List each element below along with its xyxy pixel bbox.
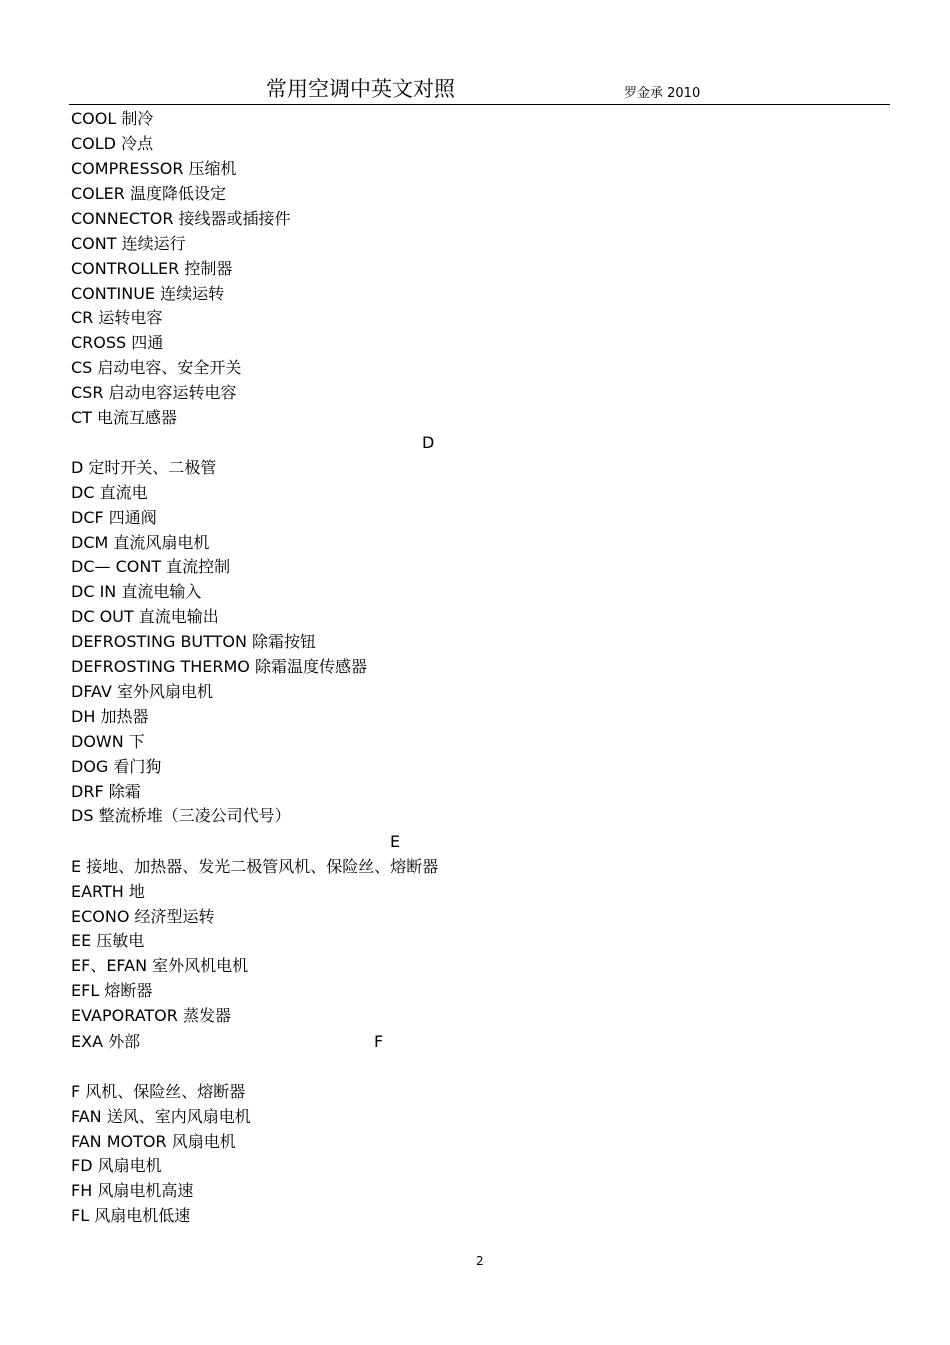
entry-line: CR 运转电容 bbox=[71, 308, 163, 327]
entry-line: E 接地、加热器、发光二极管风机、保险丝、熔断器 bbox=[71, 857, 439, 876]
entry-line: FH 风扇电机高速 bbox=[71, 1181, 194, 1200]
entry-line: DC— CONT 直流控制 bbox=[71, 557, 231, 576]
entry-line: CONNECTOR 接线器或插接件 bbox=[71, 209, 291, 228]
entry-line: CONTINUE 连续运转 bbox=[71, 284, 225, 303]
entry-line: EF、EFAN 室外风机电机 bbox=[71, 956, 249, 975]
entry-line: COMPRESSOR 压缩机 bbox=[71, 159, 237, 178]
author-year: 罗金承 2010 bbox=[624, 86, 701, 101]
entry-line: DC OUT 直流电输出 bbox=[71, 607, 219, 626]
section-letter-e: E bbox=[390, 832, 401, 851]
section-letter-f: F bbox=[374, 1032, 384, 1051]
entry-line: DOG 看门狗 bbox=[71, 757, 162, 776]
entry-line: CROSS 四通 bbox=[71, 333, 164, 352]
entry-line: FL 风扇电机低速 bbox=[71, 1206, 191, 1225]
entry-line: EXA 外部 bbox=[71, 1032, 141, 1051]
entry-line: CS 启动电容、安全开关 bbox=[71, 358, 242, 377]
entry-line: EARTH 地 bbox=[71, 882, 145, 901]
entry-line: DH 加热器 bbox=[71, 707, 149, 726]
entry-line: DRF 除霜 bbox=[71, 782, 141, 801]
entry-line: ECONO 经济型运转 bbox=[71, 907, 215, 926]
entry-line: COLD 冷点 bbox=[71, 134, 154, 153]
entry-line: CONTROLLER 控制器 bbox=[71, 259, 233, 278]
entry-line: EE 压敏电 bbox=[71, 931, 145, 950]
entry-line: DCF 四通阀 bbox=[71, 508, 157, 527]
header-divider bbox=[69, 104, 890, 105]
entry-line: COOL 制冷 bbox=[71, 109, 154, 128]
entry-line: CSR 启动电容运转电容 bbox=[71, 383, 237, 402]
entry-line: FD 风扇电机 bbox=[71, 1156, 162, 1175]
entry-line: CONT 连续运行 bbox=[71, 234, 186, 253]
entry-line: EVAPORATOR 蒸发器 bbox=[71, 1006, 231, 1025]
entry-line: DCM 直流风扇电机 bbox=[71, 533, 210, 552]
entry-line: F 风机、保险丝、熔断器 bbox=[71, 1082, 246, 1101]
entry-line: DEFROSTING BUTTON 除霜按钮 bbox=[71, 632, 317, 651]
entry-line: D 定时开关、二极管 bbox=[71, 458, 217, 477]
entry-line: DEFROSTING THERMO 除霜温度传感器 bbox=[71, 657, 367, 676]
entry-line: COLER 温度降低设定 bbox=[71, 184, 226, 203]
page-number: 2 bbox=[476, 1254, 484, 1268]
entry-line: FAN MOTOR 风扇电机 bbox=[71, 1132, 236, 1151]
entry-line: CT 电流互感器 bbox=[71, 408, 178, 427]
entry-line: DFAV 室外风扇电机 bbox=[71, 682, 214, 701]
entry-line: DC 直流电 bbox=[71, 483, 148, 502]
entry-line: DOWN 下 bbox=[71, 732, 145, 751]
entry-line: EFL 熔断器 bbox=[71, 981, 153, 1000]
entry-line: FAN 送风、室内风扇电机 bbox=[71, 1107, 251, 1126]
section-letter-d: D bbox=[422, 433, 435, 452]
entry-line: DS 整流桥堆（三凌公司代号） bbox=[71, 806, 291, 825]
page-title: 常用空调中英文对照 bbox=[266, 77, 455, 101]
entry-line: DC IN 直流电输入 bbox=[71, 582, 202, 601]
